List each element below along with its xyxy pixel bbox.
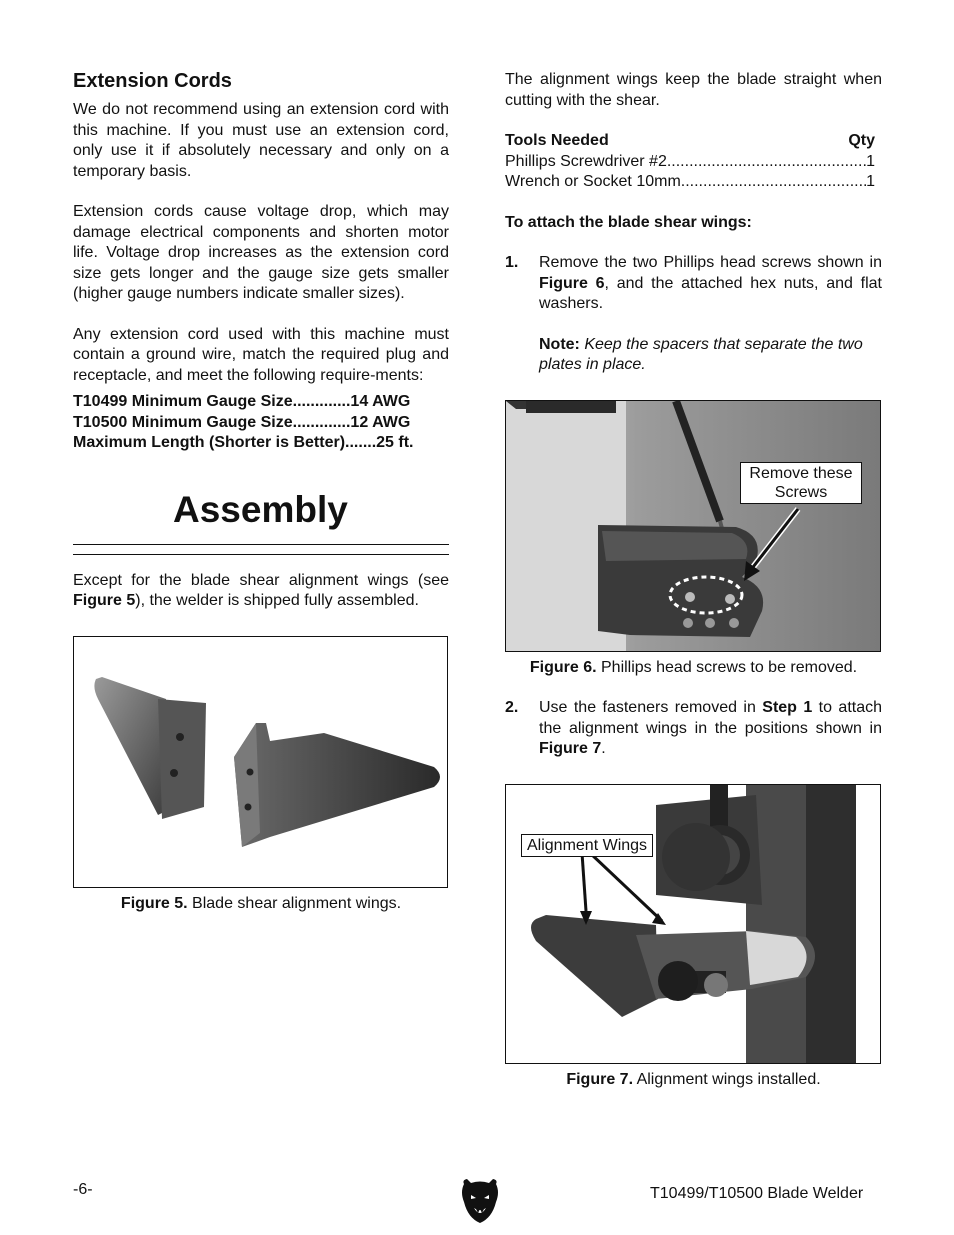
figure-6-callout: Remove these Screws <box>740 462 862 504</box>
tools-needed-header <box>505 131 882 152</box>
section-rule-bottom <box>73 554 449 555</box>
extension-cords-heading: Extension Cords <box>73 70 232 92</box>
page-number: -6- <box>73 1181 93 1198</box>
spec-t10499: T10499 Minimum Gauge Size.............14 AWG <box>73 393 411 410</box>
installed-wings-photo-icon <box>506 785 880 1063</box>
tools-needed-heading: Tools Needed <box>505 132 609 149</box>
figure-5-photo <box>73 636 448 888</box>
qty-heading: Qty <box>848 132 875 149</box>
alignment-wings-photo-icon <box>74 637 447 887</box>
tool-row: Wrench or Socket 10mm ..... 1 <box>505 172 882 193</box>
model-name: T10499/T10500 Blade Welder <box>650 1185 864 1202</box>
section-rule-top <box>73 544 449 545</box>
extension-paragraph-3: Any extension cord used with this machine must contain a ground wire, match the required plug and receptacle, and meet the following require-ments: <box>73 325 449 384</box>
tool-row: Phillips Screwdriver #2 ..... 1 <box>505 152 882 173</box>
note: Note: Keep the spacers that separate the two plates in place. <box>539 335 863 373</box>
figure-6-caption: Figure 6. Phillips head screws to be removed. <box>529 658 858 676</box>
bear-head-icon <box>460 1178 500 1229</box>
assembly-title: Assembly <box>173 488 348 530</box>
figure-5-caption: Figure 5. Blade shear alignment wings. <box>120 894 402 912</box>
figure-5-reference: Figure 5 <box>73 592 136 609</box>
gauge-spec-list <box>73 392 449 454</box>
extension-paragraph-1: We do not recommend using an extension cord with this machine. If you must use an extension cord, only use it if absolutely necessary and only on a temporary basis. <box>73 101 449 180</box>
screws-photo-icon <box>506 401 880 651</box>
spec-max-length: Maximum Length (Shorter is Better).......25 ft. <box>73 434 414 451</box>
step-2: 2. Use the fasteners removed in Step 1 to attach the alignment wings in the positions shown in Figure 7. <box>505 699 882 757</box>
figure-6-photo <box>505 400 881 652</box>
procedure-heading: To attach the blade shear wings: <box>505 213 752 231</box>
figure-7-photo <box>505 784 881 1064</box>
figure-7-callout: Alignment Wings <box>521 834 653 857</box>
right-column <box>505 70 882 1090</box>
step-1: 1. Remove the two Phillips head screws shown in Figure 6, and the attached hex nuts, and flat washers. <box>505 254 883 312</box>
left-column <box>73 68 449 914</box>
assembly-paragraph: Except for the blade shear alignment wings (see Figure 5), the welder is shipped fully assembled. <box>73 571 449 609</box>
intro-paragraph: The alignment wings keep the blade straight when cutting with the shear. <box>505 71 882 109</box>
extension-paragraph-2: Extension cords cause voltage drop, which may damage electrical components and shorten motor life. Voltage drop increases as the extension cord size gets longer and the gauge size gets smaller (higher gauge numbers indicate smaller sizes). <box>73 203 449 302</box>
spec-t10500: T10500 Minimum Gauge Size.............12 AWG <box>73 413 411 431</box>
figure-7-caption: Figure 7. Alignment wings installed. <box>566 1070 821 1088</box>
